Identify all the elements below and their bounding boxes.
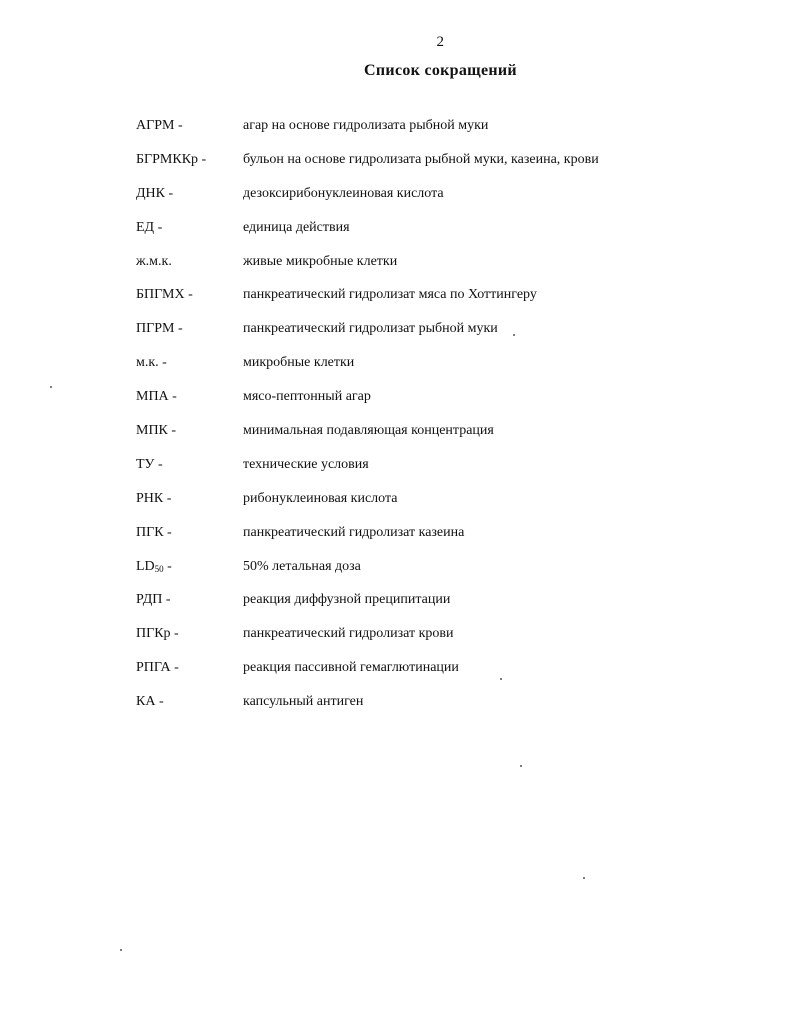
scan-speck: [50, 386, 52, 388]
abbreviation-definition: минимальная подавляющая концентрация: [243, 423, 494, 439]
abbreviation-list: [136, 116, 599, 726]
abbreviation-row: [136, 116, 599, 150]
abbreviation-row: [136, 658, 599, 692]
abbreviation-definition: единица действия: [243, 219, 350, 235]
abbreviation-row: [136, 387, 599, 421]
abbreviation-term: АГРМ -: [136, 118, 183, 133]
abbreviation-definition: живые микробные клетки: [243, 253, 398, 269]
abbreviation-term: м.к. -: [136, 355, 167, 371]
abbreviation-term: ж.м.к.: [136, 253, 172, 269]
abbreviation-definition: реакция пассивной гемаглютинации: [243, 660, 459, 676]
abbreviation-row: [136, 590, 599, 624]
abbreviation-row: [136, 421, 599, 455]
scan-speck: [520, 765, 522, 767]
abbreviation-definition: мясо-пептонный агар: [243, 389, 371, 405]
abbreviation-row: [136, 557, 599, 591]
abbreviation-row: [136, 285, 599, 319]
abbreviation-term: ДНК -: [136, 185, 174, 201]
abbreviation-definition: панкреатический гидролизат казеина: [243, 524, 465, 540]
abbreviation-term: БГРМККр -: [136, 151, 207, 167]
abbreviation-definition: 50% летальная доза: [243, 558, 361, 574]
abbreviation-definition: панкреатический гидролизат рыбной муки: [243, 321, 498, 337]
abbreviation-definition: реакция диффузной преципитации: [243, 592, 451, 608]
abbreviation-definition: капсульный антиген: [243, 694, 364, 710]
abbreviation-row: [136, 218, 599, 252]
abbreviation-definition: технические условия: [243, 456, 369, 472]
abbreviation-row: [136, 252, 599, 286]
abbreviation-definition: микробные клетки: [243, 355, 355, 371]
abbreviation-term: ПГКр -: [136, 626, 179, 642]
abbreviation-row: [136, 692, 599, 726]
page-number: 2: [436, 34, 445, 50]
abbreviation-definition: бульон на основе гидролизата рыбной муки, казеина, крови: [243, 151, 599, 167]
abbreviation-term: МПА -: [136, 389, 177, 405]
abbreviation-definition: панкреатический гидролизат крови: [243, 626, 454, 642]
abbreviation-row: [136, 624, 599, 658]
abbreviation-row: [136, 489, 599, 523]
scan-speck: [583, 877, 585, 879]
abbreviation-term: БПГМХ -: [136, 287, 193, 303]
scan-speck: [500, 678, 502, 680]
abbreviation-definition: агар на основе гидролизата рыбной муки: [243, 118, 489, 133]
abbreviation-row: [136, 319, 599, 353]
abbreviation-row: [136, 523, 599, 557]
abbreviation-term: РДП -: [136, 592, 171, 608]
abbreviation-row: [136, 353, 599, 387]
abbreviation-row: [136, 184, 599, 218]
abbreviation-term: РПГА -: [136, 660, 179, 676]
abbreviation-term: РНК -: [136, 490, 172, 506]
abbreviation-term: ПГРМ -: [136, 321, 183, 337]
abbreviation-term: ЕД -: [136, 219, 163, 235]
page-title: Список сокращений: [364, 62, 517, 79]
scan-speck: [513, 334, 515, 336]
abbreviation-term-subscript: 50: [154, 563, 164, 574]
abbreviation-definition: панкреатический гидролизат мяса по Хоттингеру: [243, 287, 537, 303]
abbreviation-term: ТУ -: [136, 456, 163, 472]
abbreviation-term: КА -: [136, 694, 164, 710]
abbreviation-definition: дезоксирибонуклеиновая кислота: [243, 185, 444, 201]
scan-speck: [120, 949, 122, 951]
abbreviation-term: [136, 557, 243, 579]
abbreviation-row: [136, 455, 599, 489]
abbreviation-definition: рибонуклеиновая кислота: [243, 490, 398, 506]
abbreviation-term: ПГК -: [136, 524, 172, 540]
abbreviation-row: [136, 150, 599, 184]
abbreviation-term: МПК -: [136, 423, 177, 439]
abbreviation-term-base: LD: [136, 558, 155, 574]
abbreviation-term-suffix: -: [163, 558, 172, 574]
